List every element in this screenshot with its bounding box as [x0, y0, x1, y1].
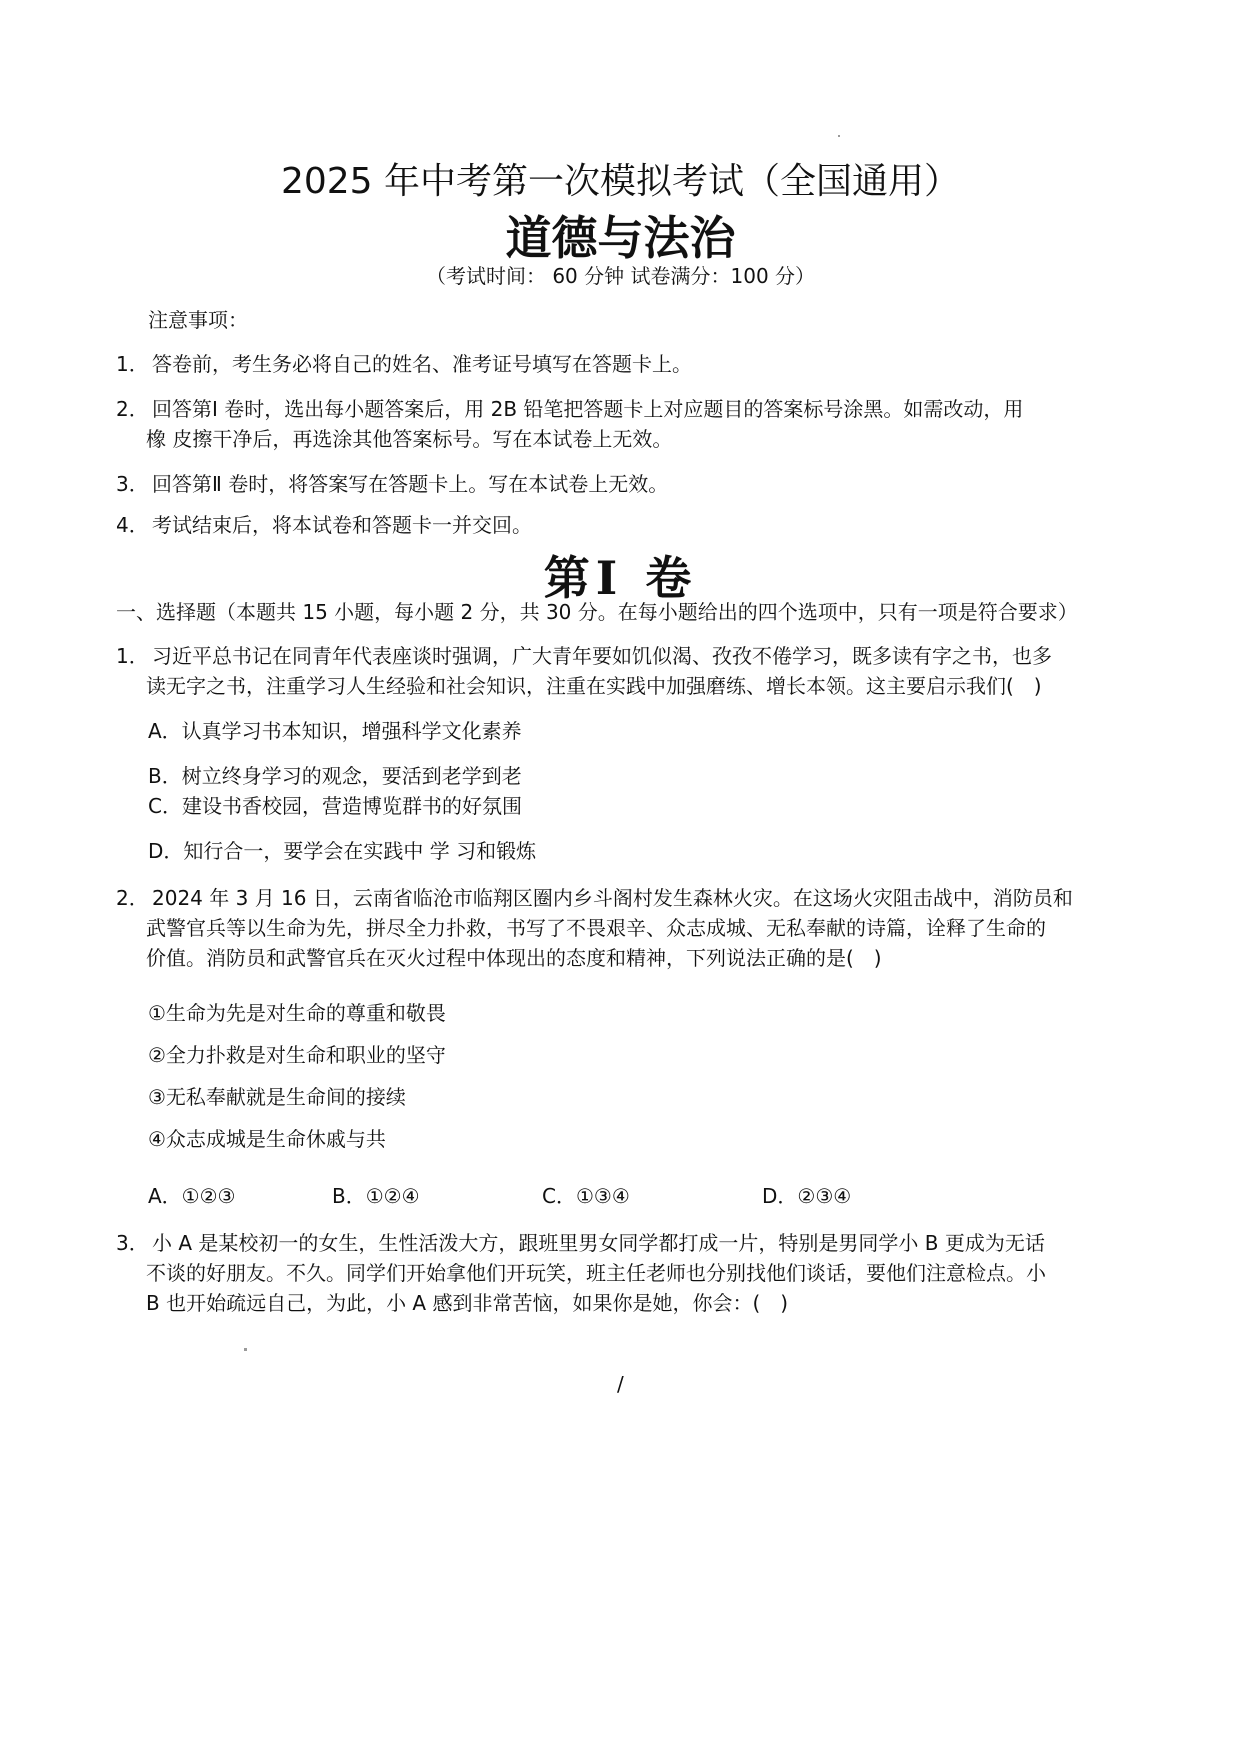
- notice-line: 回答第Ⅰ 卷时，选出每小题答案后，用 2B 铅笔把答题卡上对应题目的答案标号涂黑。如需改动，用: [152, 397, 1024, 421]
- option-c: C．建设书香校园，营造博览群书的好氛围: [148, 794, 522, 818]
- choice-b: B．①②④: [332, 1184, 420, 1208]
- choice-a: A．①②③: [148, 1184, 236, 1208]
- notice-number: 4．: [116, 513, 149, 537]
- question-line: 价值。消防员和武警官兵在灭火过程中体现出的态度和精神，下列说法正确的是( ): [146, 946, 882, 970]
- statement-2: ②全力扑救是对生命和职业的坚守: [148, 1043, 446, 1067]
- exam-info: （考试时间： 60 分钟 试卷满分：100 分）: [425, 264, 816, 288]
- option-b: B．树立终身学习的观念，要活到老学到老: [148, 764, 522, 788]
- question-line: 2024 年 3 月 16 日，云南省临沧市临翔区圈内乡斗阁村发生森林火灾。在这场火灾阻击战中，消防员和: [152, 886, 1073, 910]
- question-line: 小 A 是某校初一的女生，生性活泼大方，跟班里男女同学都打成一片，特别是男同学小 B 更成为无话: [152, 1231, 1045, 1255]
- statement-4: ④众志成城是生命休戚与共: [148, 1127, 386, 1151]
- notice-number: 3．: [116, 472, 149, 496]
- notice-number: 1．: [116, 352, 149, 376]
- subject-title: 道德与法治: [505, 211, 736, 265]
- statement-3: ③无私奉献就是生命间的接续: [148, 1085, 406, 1109]
- question-line: B 也开始疏远自己，为此，小 A 感到非常苦恼，如果你是她，你会：( ): [146, 1291, 789, 1315]
- question-line: 不谈的好朋友。不久。同学们开始拿他们开玩笑，班主任老师也分别找他们谈话，要他们注意检点。小: [146, 1261, 1046, 1285]
- question-number: 2．: [116, 886, 149, 910]
- choice-c: C．①③④: [542, 1184, 630, 1208]
- section-title: 第Ⅰ 卷: [543, 551, 698, 605]
- option-a: A．认真学习书本知识，增强科学文化素养: [148, 719, 522, 743]
- statement-1: ①生命为先是对生命的尊重和敬畏: [148, 1001, 446, 1025]
- question-line: 习近平总书记在同青年代表座谈时强调，广大青年要如饥似渴、孜孜不倦学习，既多读有字之书，也多: [152, 644, 1052, 668]
- notice-line: 考试结束后，将本试卷和答题卡一并交回。: [152, 513, 532, 537]
- notice-heading: 注意事项：: [148, 308, 248, 332]
- question-number: 1．: [116, 644, 149, 668]
- question-number: 3．: [116, 1231, 149, 1255]
- section-heading: 一、选择题（本题共 15 小题，每小题 2 分，共 30 分。在每小题给出的四个选项中，只有一项是符合要求）: [116, 600, 1078, 624]
- print-speck-top: [838, 135, 840, 137]
- notice-line: 橡 皮擦干净后，再选涂其他答案标号。写在本试卷上无效。: [146, 427, 673, 451]
- notice-line: 回答第Ⅱ 卷时，将答案写在答题卡上。写在本试卷上无效。: [152, 472, 669, 496]
- question-line: 读无字之书，注重学习人生经验和社会知识，注重在实践中加强磨练、增长本领。这主要启示我们( ): [146, 674, 1042, 698]
- question-line: 武警官兵等以生命为先，拼尽全力扑救，书写了不畏艰辛、众志成城、无私奉献的诗篇，诠释了生命的: [146, 916, 1046, 940]
- exam-title: 2025 年中考第一次模拟考试（全国通用）: [280, 161, 961, 202]
- print-speck-bottom: [244, 1348, 247, 1351]
- option-d: D．知行合一，要学会在实践中 学 习和锻炼: [148, 839, 537, 863]
- choice-d: D．②③④: [762, 1184, 852, 1208]
- notice-line: 答卷前，考生务必将自己的姓名、准考证号填写在答题卡上。: [152, 352, 692, 376]
- page-mark: /: [617, 1372, 624, 1396]
- notice-number: 2．: [116, 397, 149, 421]
